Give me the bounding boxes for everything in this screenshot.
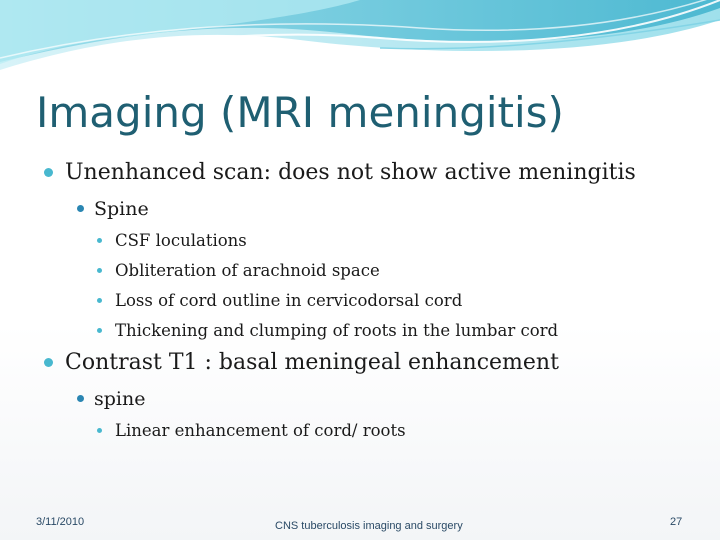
footer-date: 3/11/2010 bbox=[36, 516, 85, 528]
bullet-item-level-1 bbox=[44, 346, 704, 384]
bullet-dot-icon bbox=[97, 328, 102, 333]
bullet-dot-icon bbox=[77, 395, 84, 402]
bullet-dot-icon bbox=[97, 298, 102, 303]
bullet-text: Obliteration of arachnoid space bbox=[115, 261, 380, 280]
bullet-list bbox=[44, 156, 704, 446]
bullet-item-level-3 bbox=[44, 286, 704, 316]
bullet-text: Contrast T1 : basal meningeal enhancement bbox=[65, 350, 559, 375]
footer-page-number: 27 bbox=[670, 516, 683, 528]
bullet-text: spine bbox=[94, 388, 146, 410]
bullet-text: Spine bbox=[94, 198, 149, 220]
header-wave-decoration bbox=[0, 0, 720, 100]
bullet-text: Linear enhancement of cord/ roots bbox=[115, 421, 406, 440]
bullet-text: CSF loculations bbox=[115, 231, 247, 250]
bullet-dot-icon bbox=[44, 358, 53, 367]
footer-title: CNS tuberculosis imaging and surgery bbox=[275, 520, 463, 532]
slide-title: Imaging (MRI meningitis) bbox=[36, 88, 564, 137]
bullet-item-level-2 bbox=[44, 384, 704, 416]
bullet-item-level-3 bbox=[44, 416, 704, 446]
bullet-item-level-2 bbox=[44, 194, 704, 226]
bullet-dot-icon bbox=[97, 238, 102, 243]
bullet-text: Loss of cord outline in cervicodorsal cord bbox=[115, 291, 463, 310]
bullet-item-level-3 bbox=[44, 226, 704, 256]
bullet-text: Unenhanced scan: does not show active meningitis bbox=[65, 160, 636, 185]
bullet-dot-icon bbox=[97, 428, 102, 433]
bullet-text: Thickening and clumping of roots in the lumbar cord bbox=[115, 321, 559, 340]
bullet-dot-icon bbox=[44, 168, 53, 177]
bullet-dot-icon bbox=[97, 268, 102, 273]
bullet-item-level-1 bbox=[44, 156, 704, 194]
bullet-dot-icon bbox=[77, 205, 84, 212]
bullet-item-level-3 bbox=[44, 316, 704, 346]
bullet-item-level-3 bbox=[44, 256, 704, 286]
